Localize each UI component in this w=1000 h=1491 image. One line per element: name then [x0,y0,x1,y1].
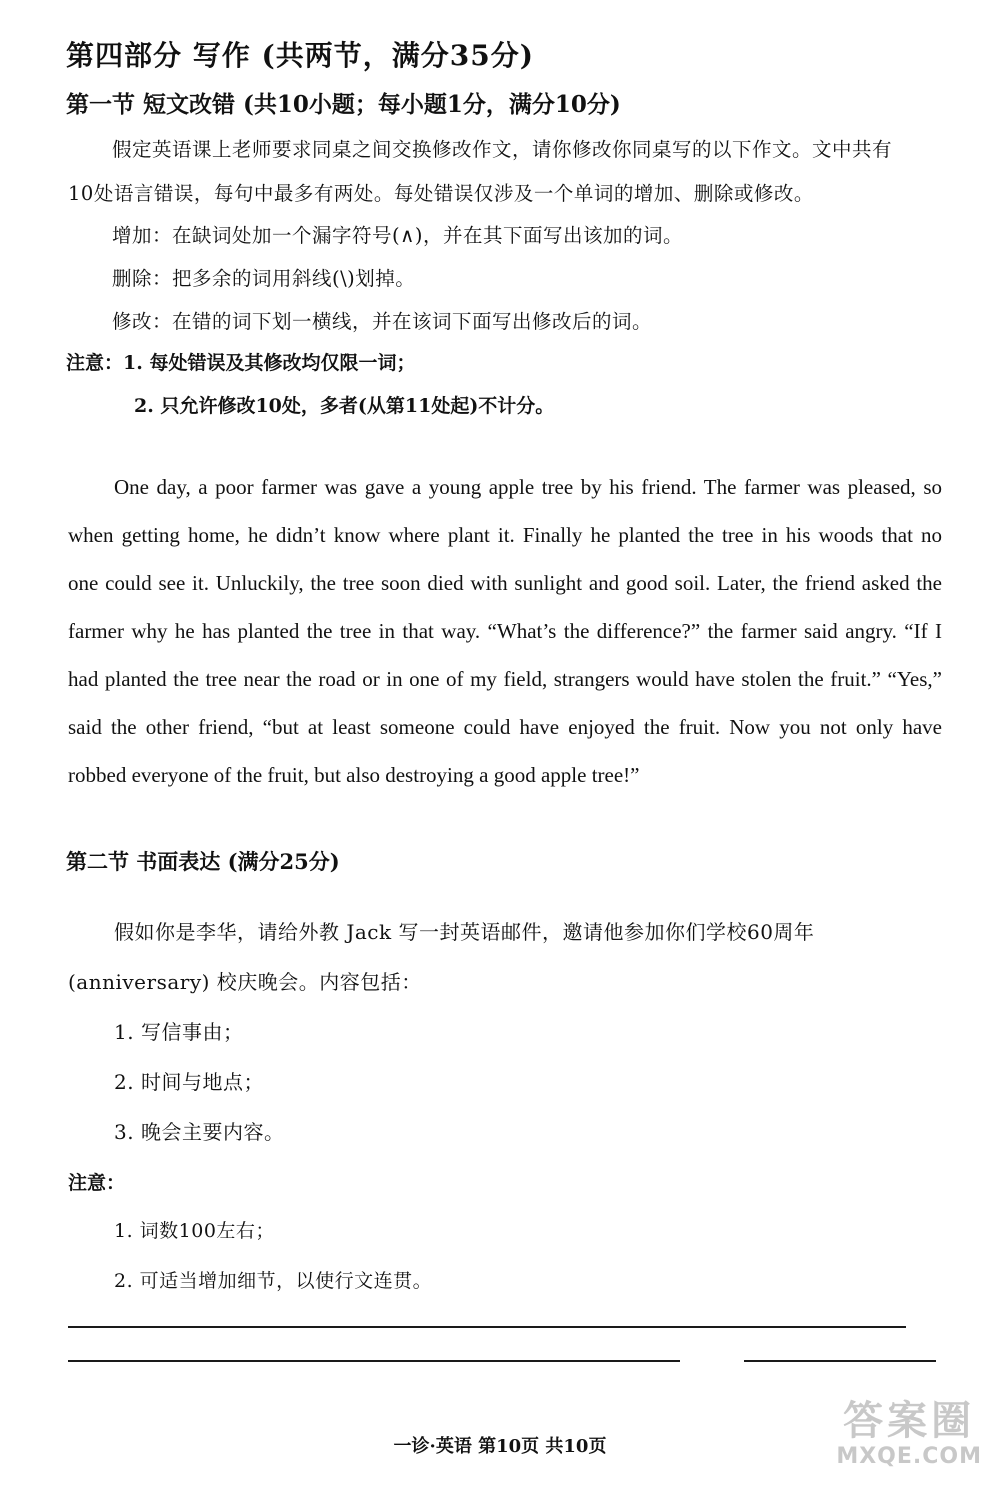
section1-intro-line1: 假定英语课上老师要求同桌之间交换修改作文，请你修改你同桌写的以下作文。文中共有 [112,138,893,161]
watermark-logo [836,1398,982,1470]
passage-line: one could see it. Unluckily, the tree soon died with sunlight and good soil. Later, the friend asked the [68,571,942,595]
add-rule: 增加：在缺词处加一个漏字符号(∧)，并在其下面写出该加的词。 [112,224,683,247]
passage-line: had planted the tree near the road or in one of my field, strangers would have stolen the fruit.” “Yes,” [68,667,942,691]
section2-title: 第二节 书面表达 (满分25分) [66,849,340,874]
modify-rule: 修改：在错的词下划一横线，并在该词下面写出修改后的词。 [112,310,653,333]
passage-line: farmer why he has planted the tree in that way. “What’s the difference?” the farmer said angry. “If I [68,619,942,643]
watermark-url: MXQE.COM [836,1444,982,1469]
section2-note: 1. 词数100左右； [114,1220,275,1242]
content-item: 1. 写信事由； [114,1020,244,1044]
page-footer: 一诊·英语 第10页 共10页 [393,1436,607,1457]
passage-line: One day, a poor farmer was gave a young apple tree by his friend. The farmer was pleased, so [114,475,942,499]
section1-note1: 注意：1. 每处错误及其修改均仅限一词； [66,352,416,374]
section2-prompt-line2: (anniversary) 校庆晚会。内容包括： [68,970,422,994]
answer-line [68,1326,906,1328]
answer-line [68,1360,680,1362]
delete-rule: 删除：把多余的词用斜线(\)划掉。 [112,267,416,290]
section1-intro-line2: 10处语言错误，每句中最多有两处。每处错误仅涉及一个单词的增加、删除或修改。 [68,182,814,205]
passage-line: when getting home, he didn’t know where plant it. Finally he planted the tree in his woods that no [68,523,942,547]
section2-prompt-line1: 假如你是李华，请给外教 Jack 写一封英语邮件，邀请他参加你们学校60周年 [114,920,815,944]
content-item: 2. 时间与地点； [114,1070,264,1094]
section1-title: 第一节 短文改错 (共10小题；每小题1分，满分10分) [66,91,621,118]
passage-line: robbed everyone of the fruit, but also destroying a good apple tree!” [68,763,640,787]
section2-note-label: 注意： [68,1172,126,1194]
section2-note: 2. 可适当增加细节，以使行文连贯。 [114,1270,433,1292]
passage-line: said the other friend, “but at least someone could have enjoyed the fruit. Now you not only have [68,715,942,739]
part-title: 第四部分 写作 (共两节，满分35分) [66,39,534,72]
watermark-text: 答案圈 [843,1398,976,1444]
section1-note2: 2. 只允许修改10处，多者(从第11处起)不计分。 [134,395,555,417]
answer-line [744,1360,936,1362]
content-item: 3. 晚会主要内容。 [114,1120,285,1144]
